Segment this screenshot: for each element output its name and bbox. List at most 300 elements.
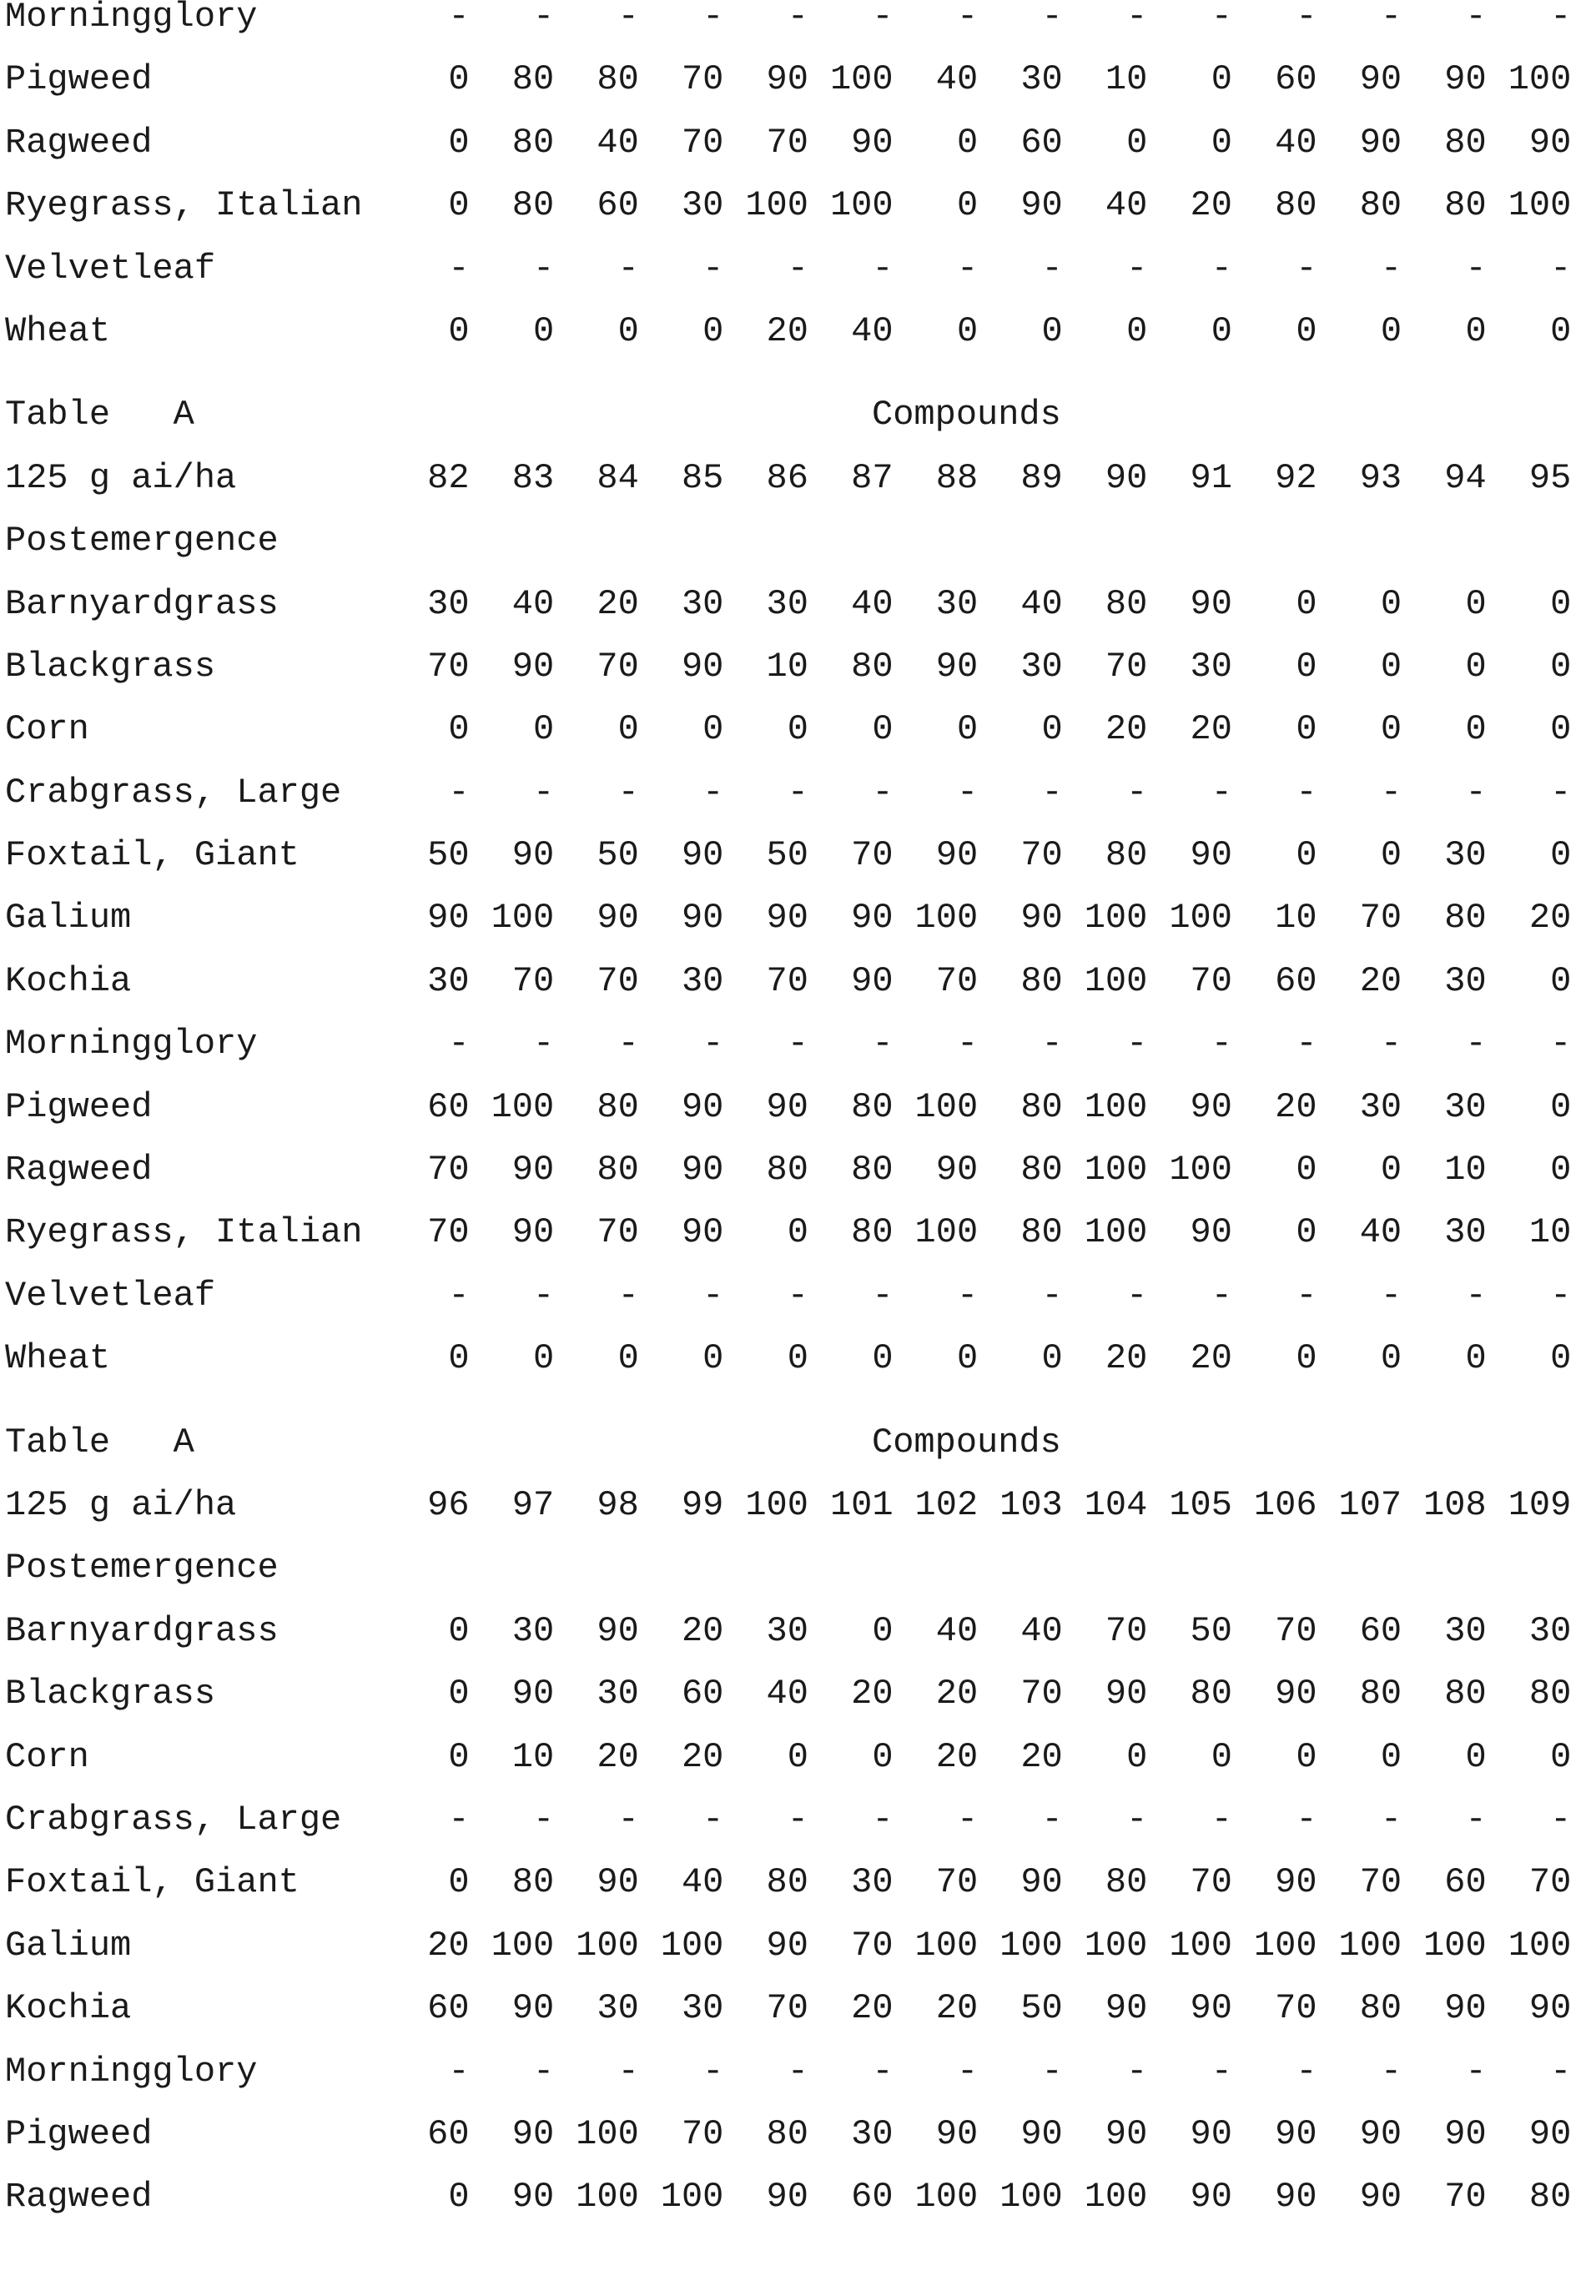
value-cell: 0 (1232, 1726, 1317, 1789)
value-cell: 80 (554, 1139, 639, 1201)
value-cell: - (808, 2041, 894, 2103)
value-cell: 100 (554, 2103, 639, 2166)
value-cell: 0 (385, 1851, 470, 1914)
compound-number: 97 (470, 1474, 555, 1537)
value-cell: - (639, 238, 724, 300)
value-cell: 0 (1487, 698, 1572, 761)
value-cell: 40 (808, 573, 894, 636)
table-row (5, 238, 1590, 300)
value-cell: 0 (639, 1327, 724, 1390)
table-row (5, 1201, 1590, 1264)
value-cell: 0 (894, 1327, 979, 1390)
value-cell: 0 (894, 174, 979, 237)
value-cell: 40 (808, 300, 894, 363)
value-cell: 80 (723, 2103, 808, 2166)
value-cell: 70 (470, 950, 555, 1013)
value-cell: - (894, 1013, 979, 1075)
value-cell: 30 (385, 573, 470, 636)
value-cell: 70 (554, 1201, 639, 1264)
value-cell: 0 (723, 698, 808, 761)
value-cell: 70 (808, 1915, 894, 1977)
value-cell: 0 (723, 1726, 808, 1789)
value-cell: 30 (639, 174, 724, 237)
value-cell: 10 (1063, 48, 1148, 111)
value-cell: 80 (1402, 1663, 1487, 1725)
results-table (5, 384, 1590, 1390)
value-cell: 90 (1317, 48, 1402, 111)
value-cell: 0 (1402, 1327, 1487, 1390)
value-cell: - (1147, 2041, 1232, 2103)
value-cell: 60 (1317, 1600, 1402, 1663)
value-cell: 80 (723, 1139, 808, 1201)
value-cell: 40 (723, 1663, 808, 1725)
value-cell: 0 (470, 1327, 555, 1390)
row-values (385, 1726, 1571, 1789)
value-cell: 90 (639, 636, 724, 698)
row-label: Velvetleaf (5, 1265, 215, 1327)
value-cell: 90 (1487, 1977, 1572, 2040)
value-cell: 70 (1317, 1851, 1402, 1914)
value-cell: - (470, 1013, 555, 1075)
table-row (5, 1600, 1590, 1663)
value-cell: 20 (1317, 950, 1402, 1013)
value-cell: - (723, 238, 808, 300)
value-cell: 70 (723, 112, 808, 174)
table-row (5, 1851, 1590, 1914)
value-cell: 100 (1063, 1139, 1148, 1201)
row-values (385, 1789, 1571, 1851)
value-cell: 90 (1147, 2103, 1232, 2166)
table-row (5, 2166, 1590, 2228)
value-cell: 90 (808, 950, 894, 1013)
row-values (385, 1600, 1571, 1663)
value-cell: 70 (1232, 1977, 1317, 2040)
row-values (385, 0, 1571, 48)
value-cell: - (639, 1265, 724, 1327)
value-cell: - (1487, 1265, 1572, 1327)
value-cell: 60 (978, 112, 1063, 174)
row-values (385, 2041, 1571, 2103)
value-cell: 0 (1232, 698, 1317, 761)
value-cell: 20 (808, 1977, 894, 2040)
rate-row (5, 447, 1590, 510)
value-cell: 0 (1487, 1327, 1572, 1390)
value-cell: - (554, 1265, 639, 1327)
value-cell: 30 (1402, 1600, 1487, 1663)
value-cell: 90 (470, 1201, 555, 1264)
value-cell: 30 (385, 950, 470, 1013)
value-cell: - (554, 0, 639, 48)
table-title: Table A (5, 384, 194, 446)
value-cell: 80 (1063, 1851, 1148, 1914)
table-row (5, 174, 1590, 237)
table-continuation (5, 0, 1590, 363)
value-cell: - (1317, 1789, 1402, 1851)
value-cell: 70 (978, 1663, 1063, 1725)
table-row (5, 300, 1590, 363)
value-cell: - (723, 1265, 808, 1327)
value-cell: 90 (1147, 1076, 1232, 1139)
value-cell: 90 (470, 1663, 555, 1725)
value-cell: 100 (894, 887, 979, 949)
value-cell: 90 (894, 1139, 979, 1201)
compound-number: 89 (978, 447, 1063, 510)
value-cell: 60 (1232, 950, 1317, 1013)
value-cell: - (1232, 0, 1317, 48)
value-cell: 0 (1402, 636, 1487, 698)
value-cell: - (385, 1013, 470, 1075)
value-cell: - (470, 238, 555, 300)
value-cell: 100 (1063, 887, 1148, 949)
table-row (5, 950, 1590, 1013)
value-cell: 80 (978, 1139, 1063, 1201)
value-cell: - (1402, 1789, 1487, 1851)
value-cell: - (1487, 238, 1572, 300)
compounds-heading: Compounds (872, 384, 1061, 446)
value-cell: - (639, 2041, 724, 2103)
compound-numbers (385, 1474, 1571, 1537)
value-cell: - (1147, 762, 1232, 824)
value-cell: 80 (1402, 174, 1487, 237)
value-cell: 70 (978, 824, 1063, 887)
value-cell: 80 (470, 112, 555, 174)
compound-number: 109 (1487, 1474, 1572, 1537)
compound-number: 85 (639, 447, 724, 510)
compound-number: 96 (385, 1474, 470, 1537)
value-cell: - (1317, 0, 1402, 48)
value-cell: 0 (1147, 48, 1232, 111)
value-cell: - (1147, 1265, 1232, 1327)
value-cell: 90 (1232, 2103, 1317, 2166)
value-cell: 30 (1402, 950, 1487, 1013)
value-cell: 90 (1147, 1977, 1232, 2040)
table-title: Table A (5, 1412, 194, 1474)
table-row (5, 1915, 1590, 1977)
value-cell: 20 (894, 1977, 979, 2040)
value-cell: 0 (385, 2166, 470, 2228)
row-values (385, 1327, 1571, 1390)
row-values (385, 698, 1571, 761)
value-cell: 70 (1317, 887, 1402, 949)
value-cell: 0 (554, 1327, 639, 1390)
value-cell: 100 (1063, 1076, 1148, 1139)
value-cell: - (1063, 1013, 1148, 1075)
value-cell: 100 (894, 1201, 979, 1264)
value-cell: 0 (894, 698, 979, 761)
value-cell: - (470, 762, 555, 824)
value-cell: - (894, 762, 979, 824)
value-cell: - (1487, 2041, 1572, 2103)
value-cell: - (894, 2041, 979, 2103)
value-cell: 30 (470, 1600, 555, 1663)
value-cell: - (639, 1789, 724, 1851)
value-cell: 100 (639, 1915, 724, 1977)
value-cell: 0 (1317, 573, 1402, 636)
value-cell: - (1317, 1013, 1402, 1075)
table-row (5, 0, 1590, 48)
value-cell: 80 (1063, 824, 1148, 887)
value-cell: - (978, 1013, 1063, 1075)
value-cell: 90 (1317, 2103, 1402, 2166)
row-label: Crabgrass, Large (5, 1789, 341, 1851)
value-cell: 50 (723, 824, 808, 887)
value-cell: - (1317, 238, 1402, 300)
value-cell: - (385, 0, 470, 48)
value-cell: 90 (978, 174, 1063, 237)
compound-number: 105 (1147, 1474, 1232, 1537)
value-cell: 0 (894, 112, 979, 174)
value-cell: 30 (1402, 824, 1487, 887)
value-cell: 60 (385, 2103, 470, 2166)
value-cell: - (1232, 1013, 1317, 1075)
row-label: Pigweed (5, 2103, 152, 2166)
value-cell: 30 (723, 1600, 808, 1663)
value-cell: 30 (723, 573, 808, 636)
value-cell: - (978, 1265, 1063, 1327)
value-cell: 10 (723, 636, 808, 698)
table-row (5, 1265, 1590, 1327)
value-cell: 90 (978, 887, 1063, 949)
compound-number: 91 (1147, 447, 1232, 510)
value-cell: - (808, 238, 894, 300)
timing-row (5, 510, 1590, 572)
value-cell: 90 (385, 887, 470, 949)
table-row (5, 112, 1590, 174)
value-cell: 80 (1063, 573, 1148, 636)
row-label: Pigweed (5, 1076, 152, 1139)
value-cell: 80 (470, 174, 555, 237)
row-label: Barnyardgrass (5, 1600, 279, 1663)
table-row (5, 824, 1590, 887)
value-cell: - (1147, 238, 1232, 300)
value-cell: 50 (978, 1977, 1063, 2040)
value-cell: 30 (1487, 1600, 1572, 1663)
value-cell: 30 (639, 573, 724, 636)
value-cell: 60 (1232, 48, 1317, 111)
value-cell: - (1232, 1789, 1317, 1851)
value-cell: - (1487, 1789, 1572, 1851)
value-cell: 0 (1487, 1076, 1572, 1139)
value-cell: 90 (1063, 1663, 1148, 1725)
value-cell: 90 (1402, 1977, 1487, 2040)
row-values (385, 1076, 1571, 1139)
value-cell: 100 (1487, 174, 1572, 237)
value-cell: 0 (723, 1201, 808, 1264)
value-cell: - (470, 2041, 555, 2103)
value-cell: 70 (1232, 1600, 1317, 1663)
value-cell: 20 (554, 1726, 639, 1789)
value-cell: 70 (1487, 1851, 1572, 1914)
value-cell: 100 (1147, 1915, 1232, 1977)
row-label: Kochia (5, 1977, 131, 2040)
value-cell: 100 (1232, 1915, 1317, 1977)
value-cell: 0 (385, 698, 470, 761)
value-cell: 40 (470, 573, 555, 636)
value-cell: 0 (1487, 573, 1572, 636)
value-cell: 70 (385, 1201, 470, 1264)
value-cell: 90 (470, 1139, 555, 1201)
value-cell: - (1402, 2041, 1487, 2103)
value-cell: 70 (639, 112, 724, 174)
row-values (385, 1915, 1571, 1977)
value-cell: 70 (723, 950, 808, 1013)
value-cell: 90 (639, 1076, 724, 1139)
value-cell: 70 (1147, 950, 1232, 1013)
value-cell: 80 (554, 1076, 639, 1139)
value-cell: - (1063, 762, 1148, 824)
value-cell: 20 (808, 1663, 894, 1725)
value-cell: 100 (978, 2166, 1063, 2228)
value-cell: 100 (723, 174, 808, 237)
value-cell: - (808, 1265, 894, 1327)
row-label: Blackgrass (5, 636, 215, 698)
value-cell: - (470, 0, 555, 48)
value-cell: 70 (385, 1139, 470, 1201)
value-cell: 100 (894, 2166, 979, 2228)
value-cell: - (554, 1013, 639, 1075)
value-cell: 90 (1487, 112, 1572, 174)
value-cell: - (1147, 1789, 1232, 1851)
value-cell: 20 (1147, 174, 1232, 237)
value-cell: 0 (385, 1327, 470, 1390)
value-cell: 90 (1487, 2103, 1572, 2166)
compound-number: 86 (723, 447, 808, 510)
value-cell: 100 (1147, 1139, 1232, 1201)
value-cell: 20 (639, 1726, 724, 1789)
value-cell: 0 (1232, 573, 1317, 636)
value-cell: 30 (554, 1663, 639, 1725)
value-cell: 80 (1317, 1663, 1402, 1725)
value-cell: - (1487, 1013, 1572, 1075)
value-cell: 90 (1147, 2166, 1232, 2228)
value-cell: - (1063, 0, 1148, 48)
compound-number: 84 (554, 447, 639, 510)
value-cell: 90 (894, 636, 979, 698)
value-cell: 90 (894, 824, 979, 887)
value-cell: 90 (470, 824, 555, 887)
value-cell: 80 (1147, 1663, 1232, 1725)
value-cell: 0 (978, 698, 1063, 761)
value-cell: 0 (1402, 300, 1487, 363)
row-values (385, 2103, 1571, 2166)
value-cell: 80 (808, 636, 894, 698)
row-label: Foxtail, Giant (5, 1851, 300, 1914)
value-cell: 0 (385, 1726, 470, 1789)
value-cell: - (723, 1013, 808, 1075)
row-label: Wheat (5, 300, 110, 363)
table-row (5, 762, 1590, 824)
value-cell: 30 (1402, 1201, 1487, 1264)
table-row (5, 573, 1590, 636)
value-cell: 100 (554, 1915, 639, 1977)
value-cell: - (1317, 762, 1402, 824)
compound-number: 107 (1317, 1474, 1402, 1537)
row-label: Galium (5, 887, 131, 949)
table-row (5, 1013, 1590, 1075)
value-cell: 90 (470, 1977, 555, 2040)
value-cell: 80 (978, 950, 1063, 1013)
value-cell: 0 (1487, 824, 1572, 887)
value-cell: 80 (470, 48, 555, 111)
value-cell: - (470, 1265, 555, 1327)
value-cell: - (385, 1265, 470, 1327)
value-cell: 20 (385, 1915, 470, 1977)
compounds-heading: Compounds (872, 1412, 1061, 1474)
value-cell: - (1317, 2041, 1402, 2103)
value-cell: 20 (723, 300, 808, 363)
value-cell: - (554, 238, 639, 300)
row-values (385, 1265, 1571, 1327)
value-cell: 0 (1317, 1726, 1402, 1789)
value-cell: 100 (470, 1915, 555, 1977)
value-cell: 0 (978, 300, 1063, 363)
value-cell: 90 (1232, 1851, 1317, 1914)
row-label: Morningglory (5, 2041, 257, 2103)
value-cell: 50 (385, 824, 470, 887)
value-cell: 90 (723, 1915, 808, 1977)
value-cell: 0 (639, 300, 724, 363)
value-cell: 40 (1232, 112, 1317, 174)
value-cell: 80 (808, 1139, 894, 1201)
value-cell: - (978, 238, 1063, 300)
row-label: Wheat (5, 1327, 110, 1390)
value-cell: 0 (1232, 824, 1317, 887)
value-cell: 100 (1317, 1915, 1402, 1977)
value-cell: 0 (1063, 300, 1148, 363)
value-cell: - (1402, 238, 1487, 300)
row-label: Ragweed (5, 112, 152, 174)
compound-number: 102 (894, 1474, 979, 1537)
value-cell: 100 (1487, 48, 1572, 111)
row-label: Crabgrass, Large (5, 762, 341, 824)
rate-label: 125 g ai/ha (5, 447, 236, 510)
row-values (385, 300, 1571, 363)
value-cell: 90 (1147, 824, 1232, 887)
value-cell: 70 (385, 636, 470, 698)
value-cell: - (554, 1789, 639, 1851)
value-cell: 0 (385, 112, 470, 174)
value-cell: 0 (808, 1600, 894, 1663)
value-cell: 10 (1232, 887, 1317, 949)
value-cell: 60 (1402, 1851, 1487, 1914)
value-cell: 0 (1063, 112, 1148, 174)
value-cell: - (1232, 238, 1317, 300)
value-cell: - (1063, 2041, 1148, 2103)
row-values (385, 1013, 1571, 1075)
value-cell: 30 (978, 48, 1063, 111)
value-cell: 100 (1402, 1915, 1487, 1977)
value-cell: 60 (385, 1977, 470, 2040)
value-cell: 90 (639, 887, 724, 949)
value-cell: 20 (1487, 887, 1572, 949)
value-cell: 0 (385, 48, 470, 111)
table-row (5, 1076, 1590, 1139)
value-cell: 30 (1402, 1076, 1487, 1139)
value-cell: 0 (1487, 1726, 1572, 1789)
value-cell: 90 (1232, 1663, 1317, 1725)
value-cell: 0 (1232, 1327, 1317, 1390)
value-cell: 0 (1317, 1327, 1402, 1390)
value-cell: 80 (1402, 887, 1487, 949)
value-cell: 0 (1232, 1139, 1317, 1201)
value-cell: 90 (894, 2103, 979, 2166)
value-cell: 100 (978, 1915, 1063, 1977)
timing-label: Postemergence (5, 510, 279, 572)
value-cell: 30 (894, 573, 979, 636)
value-cell: 90 (639, 1139, 724, 1201)
compound-number: 98 (554, 1474, 639, 1537)
value-cell: 0 (1487, 636, 1572, 698)
